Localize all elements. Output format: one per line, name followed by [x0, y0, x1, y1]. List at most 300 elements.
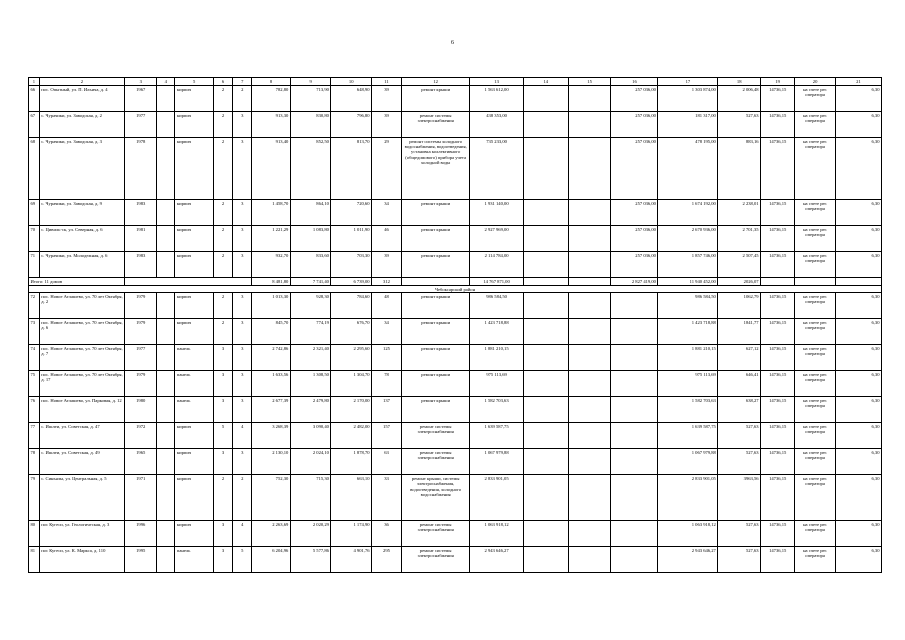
- cell-c18: 527,63: [718, 423, 761, 449]
- cell-c20: на счете рег. оператора: [795, 138, 836, 200]
- cell-a-res: 663,10: [331, 475, 372, 521]
- cell-c20: на счете рег. оператора: [795, 475, 836, 521]
- cell-c16: [611, 521, 658, 547]
- table-row: [29, 86, 882, 112]
- cell-a-total: 932,70: [252, 252, 290, 278]
- cell-c14: [523, 397, 568, 423]
- cell-c19: 14736,15: [761, 397, 795, 423]
- cell-floors: 3: [213, 371, 232, 397]
- cell-c20: на счете рег. оператора: [795, 112, 836, 138]
- cell-c18: 3963,56: [718, 475, 761, 521]
- cell-c20: на счете рег. оператора: [795, 319, 836, 345]
- column-number: 9: [290, 78, 331, 86]
- table-row: [29, 138, 882, 200]
- cell-year: 1983: [125, 252, 157, 278]
- cell-wall: кирпич: [175, 252, 213, 278]
- cell-a-total: 913,40: [252, 138, 290, 200]
- register-table: [28, 77, 882, 573]
- total-empty-cell: [835, 278, 881, 286]
- cell-c19: 14736,15: [761, 112, 795, 138]
- cell-c16: 257 036,00: [611, 138, 658, 200]
- cell-c4: [157, 319, 175, 345]
- cell-c18: 646,41: [718, 371, 761, 397]
- column-number: 14: [523, 78, 568, 86]
- total-label: Итого: 11 домов: [29, 278, 125, 286]
- cell-cost-total: 1 423 718,88: [470, 319, 523, 345]
- cell-c14: [523, 371, 568, 397]
- cell-c21: 6,30: [835, 423, 881, 449]
- cell-n: 66: [29, 86, 40, 112]
- cell-c21: 6,30: [835, 138, 881, 200]
- cell-a-res: 784,60: [331, 293, 372, 319]
- table-row: [29, 345, 882, 371]
- cell-c15: [568, 86, 611, 112]
- total-a-res: 6 739,00: [331, 278, 372, 286]
- cell-floors: 2: [213, 112, 232, 138]
- total-a-liv: 7 741,40: [290, 278, 331, 286]
- cell-a-total: 2 130,10: [252, 449, 290, 475]
- cell-cost-total: 1 639 587,75: [470, 423, 523, 449]
- cell-a-total: 752,30: [252, 475, 290, 521]
- cell-c16: [611, 475, 658, 521]
- column-number: 20: [795, 78, 836, 86]
- table-row: [29, 547, 882, 573]
- table-row: [29, 475, 882, 521]
- total-empty-cell: [523, 278, 568, 286]
- cell-c18: 2 701,35: [718, 226, 761, 252]
- column-number: 19: [761, 78, 795, 86]
- cell-year: 1977: [125, 112, 157, 138]
- cell-a-total: 1 221,29: [252, 226, 290, 252]
- cell-c4: [157, 293, 175, 319]
- cell-c15: [568, 252, 611, 278]
- cell-cost-total: 1 063 918,12: [470, 521, 523, 547]
- cell-a-res: 1 878,70: [331, 449, 372, 475]
- cell-c14: [523, 547, 568, 573]
- cell-c21: 6,30: [835, 475, 881, 521]
- section-title: Чебоксарский район: [29, 286, 882, 293]
- cell-people: 34: [372, 200, 402, 226]
- cell-c16: 257 036,00: [611, 86, 658, 112]
- cell-c4: [157, 345, 175, 371]
- cell-n: 73: [29, 319, 40, 345]
- cell-c19: 14736,15: [761, 547, 795, 573]
- cell-c16: [611, 319, 658, 345]
- cell-cost-total: 2 114 784,00: [470, 252, 523, 278]
- cell-n: 72: [29, 293, 40, 319]
- cell-entr: 3: [233, 371, 252, 397]
- cell-c14: [523, 226, 568, 252]
- cell-c17: 2 670 936,00: [658, 226, 718, 252]
- cell-c17: 1 857 746,00: [658, 252, 718, 278]
- cell-c14: [523, 138, 568, 200]
- cell-floors: 2: [213, 200, 232, 226]
- cell-c14: [523, 345, 568, 371]
- cell-entr: 3: [233, 319, 252, 345]
- cell-address: с. Чурачики, ул. Заводская, д. 3: [39, 138, 125, 200]
- cell-year: 1980: [125, 397, 157, 423]
- column-number: 1: [29, 78, 40, 86]
- cell-wall: кирпич: [175, 138, 213, 200]
- cell-c21: 6,30: [835, 521, 881, 547]
- total-cost-total: 14 767 871,00: [470, 278, 523, 286]
- cell-entr: 3: [233, 226, 252, 252]
- cell-c4: [157, 521, 175, 547]
- cell-address: с. Ишлеи, ул. Советская, д. 47: [39, 423, 125, 449]
- cell-c17: 986 584,50: [658, 293, 718, 319]
- cell-people: 39: [372, 86, 402, 112]
- cell-wall: кирпич: [175, 423, 213, 449]
- cell-a-total: 845,70: [252, 319, 290, 345]
- cell-n: 74: [29, 345, 40, 371]
- table-row: [29, 112, 882, 138]
- table-row: [29, 371, 882, 397]
- cell-floors: 5: [213, 423, 232, 449]
- cell-c4: [157, 226, 175, 252]
- cell-c20: на счете рег. оператора: [795, 252, 836, 278]
- cell-c18: 527,63: [718, 521, 761, 547]
- cell-floors: 2: [213, 293, 232, 319]
- cell-cost-total: 2 943 646,27: [470, 547, 523, 573]
- cell-address: пос. Новое Атлашево, ул. 70 лет Октября, д. 17: [39, 371, 125, 397]
- cell-c20: на счете рег. оператора: [795, 521, 836, 547]
- cell-a-res: 813,70: [331, 138, 372, 200]
- cell-cost-total: 2 927 969,00: [470, 226, 523, 252]
- cell-a-liv: 774,19: [290, 319, 331, 345]
- table-row: [29, 252, 882, 278]
- column-number: 17: [658, 78, 718, 86]
- cell-year: 1972: [125, 423, 157, 449]
- table-row: [29, 397, 882, 423]
- cell-cost-total: 438 353,00: [470, 112, 523, 138]
- column-number: 4: [157, 78, 175, 86]
- cell-a-res: 1 304,70: [331, 371, 372, 397]
- cell-people: 29: [372, 138, 402, 200]
- cell-a-liv: 715,30: [290, 475, 331, 521]
- cell-n: 76: [29, 397, 40, 423]
- column-number: 15: [568, 78, 611, 86]
- cell-c18: 638,27: [718, 397, 761, 423]
- table-row: [29, 319, 882, 345]
- column-number: 13: [470, 78, 523, 86]
- cell-people: 157: [372, 423, 402, 449]
- cell-c16: [611, 345, 658, 371]
- cell-a-liv: 864,10: [290, 200, 331, 226]
- cell-c20: на счете рег. оператора: [795, 293, 836, 319]
- cell-a-res: 676,70: [331, 319, 372, 345]
- cell-a-res: 1 174,90: [331, 521, 372, 547]
- cell-cost-total: 975 113,69: [470, 371, 523, 397]
- cell-a-res: 648,90: [331, 86, 372, 112]
- cell-year: 1977: [125, 345, 157, 371]
- cell-c21: 6,30: [835, 547, 881, 573]
- cell-c19: 14736,15: [761, 86, 795, 112]
- cell-entr: 4: [233, 521, 252, 547]
- cell-wall: кирпич: [175, 200, 213, 226]
- cell-a-liv: 833,60: [290, 252, 331, 278]
- cell-entr: 3: [233, 200, 252, 226]
- cell-c21: 6,30: [835, 345, 881, 371]
- cell-works: ремонт крыши: [401, 319, 469, 345]
- cell-a-liv: 2 020,29: [290, 521, 331, 547]
- cell-address: с. Синьялы, ул. Центральная, д. 5: [39, 475, 125, 521]
- column-number: 12: [401, 78, 469, 86]
- cell-address: с. Чурачики, ул. Заводская, д. 2: [39, 112, 125, 138]
- cell-entr: 3: [233, 345, 252, 371]
- cell-people: 36: [372, 521, 402, 547]
- cell-entr: 3: [233, 252, 252, 278]
- cell-people: 125: [372, 345, 402, 371]
- cell-n: 78: [29, 449, 40, 475]
- cell-c16: [611, 293, 658, 319]
- cell-c16: [611, 547, 658, 573]
- total-c16: 2 827 419,00: [611, 278, 658, 286]
- cell-c4: [157, 252, 175, 278]
- cell-c20: на счете рег. оператора: [795, 423, 836, 449]
- total-c17: 11 940 452,00: [658, 278, 718, 286]
- cell-a-liv: 3 090,40: [290, 423, 331, 449]
- total-empty-cell: [125, 278, 252, 286]
- cell-works: ремонт крыши: [401, 86, 469, 112]
- cell-c14: [523, 112, 568, 138]
- cell-a-total: 2 263,69: [252, 521, 290, 547]
- cell-c21: 6,30: [835, 86, 881, 112]
- cell-floors: 2: [213, 138, 232, 200]
- column-number: 2: [39, 78, 125, 86]
- cell-entr: 3: [233, 138, 252, 200]
- cell-c20: на счете рег. оператора: [795, 200, 836, 226]
- cell-c19: 14736,15: [761, 371, 795, 397]
- cell-c14: [523, 200, 568, 226]
- cell-cost-total: 735 233,00: [470, 138, 523, 200]
- cell-cost-total: 1 067 979,88: [470, 449, 523, 475]
- total-empty-cell: [761, 278, 795, 286]
- cell-c4: [157, 138, 175, 200]
- cell-c16: [611, 397, 658, 423]
- cell-c18: 883,16: [718, 138, 761, 200]
- cell-c15: [568, 138, 611, 200]
- cell-a-total: 3 268,39: [252, 423, 290, 449]
- table-row: [29, 521, 882, 547]
- cell-address: с. Чурачики, ул. Молодежная, д. 6: [39, 252, 125, 278]
- cell-year: 1979: [125, 319, 157, 345]
- cell-n: 67: [29, 112, 40, 138]
- cell-c14: [523, 423, 568, 449]
- cell-n: 81: [29, 547, 40, 573]
- cell-c18: 2 238,01: [718, 200, 761, 226]
- cell-floors: 3: [213, 547, 232, 573]
- cell-a-total: 782,80: [252, 86, 290, 112]
- cell-works: ремонт крыши: [401, 252, 469, 278]
- cell-wall: кирпич: [175, 319, 213, 345]
- cell-floors: 2: [213, 319, 232, 345]
- cell-wall: кирпич: [175, 449, 213, 475]
- cell-n: 79: [29, 475, 40, 521]
- total-people: 312: [372, 278, 402, 286]
- total-c18: 2026,07: [718, 278, 761, 286]
- column-number-row: [29, 78, 882, 86]
- cell-works: ремонт системы холодного водоснабжения, водоотведения, установка коллективного (общедомового) прибора учета холодной воды: [401, 138, 469, 200]
- cell-works: ремонт крыши: [401, 371, 469, 397]
- cell-c19: 14736,15: [761, 423, 795, 449]
- cell-n: 75: [29, 371, 40, 397]
- cell-works: ремонт крыши: [401, 293, 469, 319]
- cell-c14: [523, 449, 568, 475]
- cell-c14: [523, 293, 568, 319]
- cell-c17: 1 674 192,00: [658, 200, 718, 226]
- cell-cost-total: 1 881 210,15: [470, 345, 523, 371]
- cell-works: ремонт системы электроснабжения: [401, 547, 469, 573]
- cell-address: с. Цивиль-ск, ул. Северная, д. 6: [39, 226, 125, 252]
- cell-c17: 181 317,00: [658, 112, 718, 138]
- cell-c19: 14736,15: [761, 475, 795, 521]
- cell-c21: 6,30: [835, 293, 881, 319]
- cell-a-liv: 830,80: [290, 112, 331, 138]
- cell-c17: 2 943 646,27: [658, 547, 718, 573]
- cell-c4: [157, 449, 175, 475]
- cell-works: ремонт системы электроснабжения: [401, 521, 469, 547]
- cell-c21: 6,30: [835, 449, 881, 475]
- cell-a-liv: 928,30: [290, 293, 331, 319]
- cell-works: ремонт системы электроснабжения: [401, 423, 469, 449]
- cell-entr: 2: [233, 475, 252, 521]
- cell-c14: [523, 252, 568, 278]
- cell-cost-total: 2 833 901,05: [470, 475, 523, 521]
- cell-address: пос. Новое Атлашево, ул. 70 лет Октября, д. 6: [39, 319, 125, 345]
- cell-wall: кирпич: [175, 112, 213, 138]
- cell-people: 48: [372, 293, 402, 319]
- cell-c18: 1841,77: [718, 319, 761, 345]
- table-row: [29, 423, 882, 449]
- cell-c21: 6,30: [835, 226, 881, 252]
- column-number: 11: [372, 78, 402, 86]
- cell-c17: 478 195,00: [658, 138, 718, 200]
- cell-year: 1978: [125, 138, 157, 200]
- cell-works: ремонт крыши: [401, 345, 469, 371]
- cell-c19: 14736,15: [761, 319, 795, 345]
- cell-c19: 14736,15: [761, 449, 795, 475]
- cell-c4: [157, 200, 175, 226]
- cell-year: 1996: [125, 521, 157, 547]
- cell-cost-total: 1 931 140,00: [470, 200, 523, 226]
- cell-year: 1967: [125, 86, 157, 112]
- cell-c15: [568, 547, 611, 573]
- cell-c14: [523, 521, 568, 547]
- cell-year: 1983: [125, 200, 157, 226]
- cell-a-liv: 5 577,86: [290, 547, 331, 573]
- cell-address: пос. Новое Атлашево, ул. 70 лет Октября, д. 2: [39, 293, 125, 319]
- cell-address: с. Ишлеи, ул. Советская, д. 49: [39, 449, 125, 475]
- column-number: 10: [331, 78, 372, 86]
- table-row: [29, 449, 882, 475]
- cell-c4: [157, 371, 175, 397]
- cell-a-liv: 1 308,50: [290, 371, 331, 397]
- cell-c4: [157, 397, 175, 423]
- cell-entr: 3: [233, 397, 252, 423]
- cell-a-res: 720,60: [331, 200, 372, 226]
- section-row: [29, 286, 882, 293]
- cell-c20: на счете рег. оператора: [795, 226, 836, 252]
- cell-c17: 1 881 210,15: [658, 345, 718, 371]
- cell-cost-total: 1 582 703,63: [470, 397, 523, 423]
- cell-c19: 14736,15: [761, 293, 795, 319]
- cell-c16: 257 036,00: [611, 200, 658, 226]
- cell-c21: 6,30: [835, 252, 881, 278]
- table-row: [29, 293, 882, 319]
- cell-c16: 257 036,00: [611, 112, 658, 138]
- cell-a-liv: 1 083,80: [290, 226, 331, 252]
- cell-c15: [568, 449, 611, 475]
- table-row: [29, 200, 882, 226]
- cell-floors: 2: [213, 252, 232, 278]
- cell-a-total: 6 204,96: [252, 547, 290, 573]
- cell-a-res: 1 011,90: [331, 226, 372, 252]
- cell-cost-total: 1 563 612,00: [470, 86, 523, 112]
- cell-c17: 2 833 901,05: [658, 475, 718, 521]
- cell-people: 137: [372, 397, 402, 423]
- cell-entr: 3: [233, 293, 252, 319]
- cell-people: 33: [372, 475, 402, 521]
- cell-floors: 2: [213, 226, 232, 252]
- total-row: [29, 278, 882, 286]
- cell-c17: 1 423 718,88: [658, 319, 718, 345]
- column-number: 18: [718, 78, 761, 86]
- cell-a-liv: 852,50: [290, 138, 331, 200]
- cell-address: пос Кугеси, ул. Геологическая, д. 3: [39, 521, 125, 547]
- column-number: 21: [835, 78, 881, 86]
- cell-wall: кирпич: [175, 475, 213, 521]
- cell-year: 1995: [125, 547, 157, 573]
- cell-a-liv: 2 024,10: [290, 449, 331, 475]
- cell-c15: [568, 423, 611, 449]
- cell-a-liv: 2 321,40: [290, 345, 331, 371]
- cell-c20: на счете рег. оператора: [795, 397, 836, 423]
- cell-people: 46: [372, 226, 402, 252]
- cell-c15: [568, 293, 611, 319]
- cell-c16: [611, 371, 658, 397]
- cell-entr: 3: [233, 449, 252, 475]
- cell-c21: 6,30: [835, 112, 881, 138]
- cell-c17: 1 303 874,00: [658, 86, 718, 112]
- cell-c17: 1 067 979,88: [658, 449, 718, 475]
- cell-wall: кирпич: [175, 226, 213, 252]
- cell-a-total: 913,30: [252, 112, 290, 138]
- total-empty-cell: [795, 278, 836, 286]
- cell-wall: панель: [175, 345, 213, 371]
- cell-people: 78: [372, 371, 402, 397]
- cell-a-total: 1 458,70: [252, 200, 290, 226]
- total-empty-cell: [568, 278, 611, 286]
- cell-c4: [157, 423, 175, 449]
- cell-people: 295: [372, 547, 402, 573]
- cell-c19: 14736,15: [761, 138, 795, 200]
- cell-c15: [568, 319, 611, 345]
- cell-a-res: 703,30: [331, 252, 372, 278]
- cell-year: 1981: [125, 226, 157, 252]
- cell-address: с. Чурачики, ул. Заводская, д. 9: [39, 200, 125, 226]
- column-number: 7: [233, 78, 252, 86]
- cell-a-res: 2 482,00: [331, 423, 372, 449]
- cell-c15: [568, 397, 611, 423]
- cell-c15: [568, 226, 611, 252]
- column-number: 3: [125, 78, 157, 86]
- cell-wall: панель: [175, 397, 213, 423]
- cell-c15: [568, 521, 611, 547]
- cell-c16: 257 036,00: [611, 252, 658, 278]
- cell-floors: 2: [213, 475, 232, 521]
- cell-c17: 975 113,69: [658, 371, 718, 397]
- cell-wall: панель: [175, 371, 213, 397]
